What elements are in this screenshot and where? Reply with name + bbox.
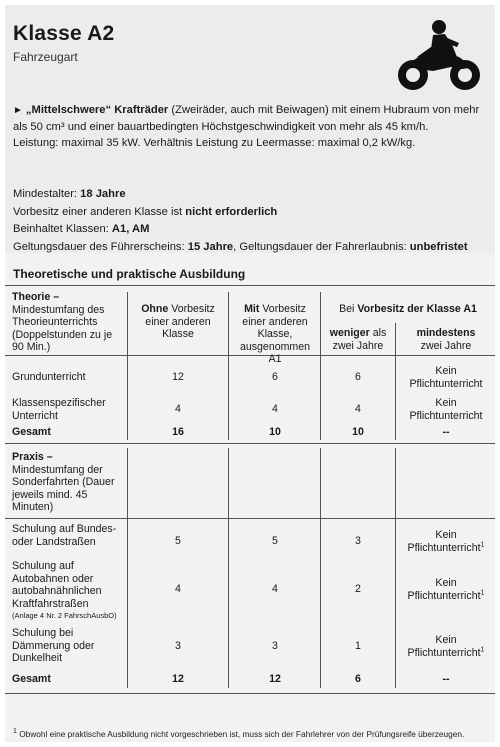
table-cell: 12 [269, 673, 281, 685]
includes-label: Beinhaltet Klassen: [13, 223, 112, 235]
vehicle-description [13, 102, 483, 151]
power-text: Leistung: maximal 35 kW. Verhältnis Leistung zu Leermasse: maximal 0,2 kW/kg. [13, 137, 416, 149]
table-cell [399, 529, 493, 554]
table-cell: -- [442, 426, 450, 438]
footnote-marker: 1 [13, 728, 17, 736]
validity-label-2: , Geltungsdauer der Fahrerlaubnis: [233, 240, 410, 253]
table-cell-text: Kein Pflichtunterricht [407, 529, 481, 554]
table-cell: 5 [272, 535, 278, 547]
table-cell: 4 [272, 403, 278, 415]
license-facts [13, 186, 489, 256]
practice-subheading: Mindestumfang der Sonderfahrten (Dauer jeweils mind. 45 Minuten) [12, 463, 115, 513]
table-cell: 10 [352, 426, 364, 438]
table-row-label: Schulung auf Bundes- oder Landstraßen [12, 523, 117, 548]
table-cell: 4 [355, 403, 361, 415]
page-subtitle: Fahrzeugart [13, 50, 78, 64]
table-cell: 5 [175, 535, 181, 547]
table-cell: 3 [175, 640, 181, 652]
prior-license-row [13, 204, 489, 222]
column-divider [320, 448, 321, 688]
motorcycle-rider-icon [393, 17, 485, 95]
col-header-no-prior-text: Vorbesitz einer anderen Klasse [145, 303, 215, 340]
table-row-label: Gesamt [12, 426, 51, 438]
practice-heading: Praxis – [12, 451, 53, 463]
page-title: Klasse A2 [13, 22, 115, 45]
practice-heading-cell [12, 451, 122, 514]
table-row-label: Schulung bei Dämmerung oder Dunkelheit [12, 627, 95, 664]
arrow-right-icon: ► [13, 105, 23, 116]
min-age-label: Mindestalter: [13, 188, 81, 200]
col-header-with-prior-text: Vorbesitz einer anderen Klasse, ausgenommen A1 [239, 303, 311, 365]
col-header-less-two-text: als zwei Jahre [332, 327, 387, 352]
footnote-marker: 1 [480, 540, 485, 548]
validity-row [13, 239, 489, 257]
column-divider [228, 448, 229, 688]
table-cell: 12 [172, 371, 184, 383]
table-cell: 1 [355, 640, 361, 652]
table-cell [399, 577, 493, 602]
table-row-label: Grundunterricht [12, 371, 86, 383]
table-cell: 10 [269, 426, 281, 438]
col-header-with-prior-bold: Mit [244, 303, 260, 315]
validity-value-2: unbefristet [409, 240, 468, 253]
table-cell-text: Kein Pflichtunterricht [407, 577, 481, 602]
prior-license-label: Vorbesitz einer anderen Klasse ist [13, 205, 186, 218]
col-header-a1-prefix: Bei [339, 303, 358, 315]
validity-label-1: Geltungsdauer des Führerscheins: [13, 240, 188, 253]
col-header-less-two [323, 327, 393, 352]
table-row-label: Gesamt [12, 673, 51, 685]
theory-heading: Theorie – [12, 291, 60, 303]
theory-total-rule [5, 443, 495, 444]
table-cell [399, 634, 493, 659]
vehicle-type-label: „Mittelschwere“ Krafträder [25, 104, 169, 116]
table-cell: 4 [175, 403, 181, 415]
table-cell: -- [442, 673, 450, 685]
table-cell: 6 [272, 371, 278, 383]
col-header-less-two-bold: weniger [329, 327, 370, 339]
table-cell: 12 [172, 673, 184, 685]
col-header-min-two-text: zwei Jahre [420, 339, 472, 352]
table-cell: 6 [355, 673, 361, 685]
section-divider [5, 285, 495, 286]
column-divider [395, 323, 396, 440]
training-section-title: Theoretische und praktische Ausbildung [13, 267, 246, 281]
table-cell: Kein Pflichtunterricht [409, 365, 483, 390]
table-row-label: Klassenspezifischer Unterricht [12, 397, 106, 422]
table-cell: 3 [355, 535, 361, 547]
column-divider [228, 292, 229, 440]
column-divider [127, 292, 128, 440]
prior-license-value: nicht erforderlich [185, 205, 278, 218]
validity-value-1: 15 Jahre [187, 240, 234, 253]
includes-row [13, 221, 489, 239]
min-age-value: 18 Jahre [80, 188, 126, 200]
table-row-label-text: Schulung auf Autobahnen oder autobahnähnlichen Kraftfahrstraßen [12, 560, 102, 610]
practice-header-rule [5, 518, 495, 519]
col-header-a1-bold: Vorbesitz der Klasse A1 [357, 303, 477, 315]
table-row-note: (Anlage 4 Nr. 2 FahrschAusbO) [12, 611, 117, 620]
practice-total-rule [5, 693, 495, 694]
column-divider [127, 448, 128, 688]
col-header-min-two [399, 327, 493, 352]
col-header-with-prior [233, 303, 317, 366]
col-header-min-two-bold: mindestens [416, 327, 476, 339]
table-cell: 3 [272, 640, 278, 652]
table-cell: 6 [355, 371, 361, 383]
min-age-row [13, 186, 489, 204]
table-cell: 2 [355, 583, 361, 595]
col-header-a1-prior [323, 303, 493, 316]
footnote-marker: 1 [480, 588, 485, 596]
col-header-no-prior-bold: Ohne [141, 303, 169, 315]
table-cell-text: Kein Pflichtunterricht [407, 634, 481, 659]
column-divider [320, 292, 321, 440]
theory-heading-cell [12, 291, 122, 354]
table-cell: 16 [172, 426, 184, 438]
footnote [13, 729, 464, 739]
theory-subheading: Mindestumfang des Theorieunterrichts (Doppelstunden zu je 90 Min.) [12, 303, 113, 353]
table-cell: Kein Pflichtunterricht [409, 397, 483, 422]
column-divider [395, 448, 396, 688]
includes-value: A1, AM [111, 223, 150, 235]
vehicle-type-text: (Zweiräder, auch mit Beiwagen) mit einem Hubraum von mehr als 50 cm³ und einer bauartbedingten Höchstgeschwindigkeit von mehr als 45 km/h. [13, 104, 480, 133]
footnote-text: Obwohl eine praktische Ausbildung nicht vorgeschrieben ist, muss sich der Fahrlehrer von der Prüfungsreife überzeugen. [19, 729, 465, 739]
col-header-no-prior [132, 303, 224, 341]
table-row-label [12, 560, 127, 623]
table-cell: 4 [175, 583, 181, 595]
license-class-sheet [5, 5, 495, 742]
table-cell: 4 [272, 583, 278, 595]
footnote-marker: 1 [480, 645, 485, 653]
